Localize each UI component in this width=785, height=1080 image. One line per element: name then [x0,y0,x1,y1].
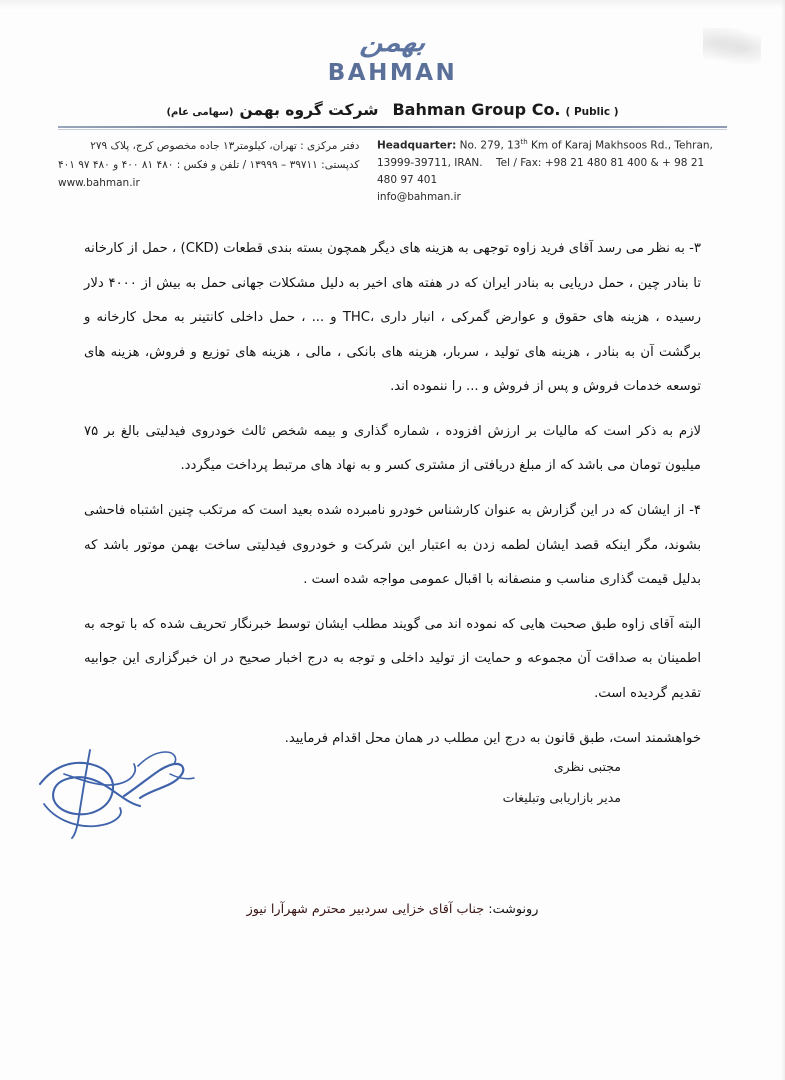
paragraph-item-4: ۴- از ایشان که در این گزارش به عنوان کارشناس خودرو نامبرده شده بعید است که مرتکب چنین اشتباه فاحشی بشوند، مگر اینکه قصد ایشان لطمه زدن به اعتبار این شرکت و خودروی فیدلیتی ساخت بهمن موتور باشد که بدلیل قیمت گذاری مناسب و منصفانه با اقبال عمومی مواجه شده است . [84,503,701,588]
header-divider-thin [58,129,727,130]
postal-country-en: 13999-39711, IRAN. [377,156,483,169]
header-divider [58,126,727,128]
paragraph-clarification: البته آقای زاوه طبق صحبت هایی که نموده اند می گویند مطلب ایشان توسط خبرنگار تحریف شده که با توجه به اطمینان به صداقت آن مجموعه و حمایت از تولید داخلی و توجه به درج اخبار صحیح در ان خبرگزاری این جوابیه تقدیم گردیده است. [84,616,701,701]
hq-address-part2: Km of Karaj Makhsoos Rd., Tehran, [527,139,713,152]
bahman-script-logo-icon: بهمن [358,28,427,57]
contact-row [58,137,727,206]
email-en[interactable]: info@bahman.ir [377,190,461,203]
handwritten-signature-icon [20,744,210,839]
postal-phone-fa: کدپستی: ۳۹۷۱۱ – ۱۳۹۹۹ / تلفن و فکس : ۴۸۰ ۸۱ ۴۰۰ و ۴۸۰ ۹۷ ۴۰۱ [58,158,360,171]
website-url[interactable]: www.bahman.ir [58,177,140,190]
signature-names [361,752,621,813]
hq-label-en: Headquarter: [377,139,457,152]
cc-recipient: جناب آقای خزایی سردبیر محترم شهرآرا نیوز [246,902,485,917]
company-name-fa-group [166,101,378,119]
contact-block-fa [58,137,359,193]
company-name-en-group [392,100,618,119]
signature-block [0,744,785,844]
hq-address-line2-en [377,155,727,189]
paragraph-closing-request: خواهشمند است، طبق قانون به درج این مطلب در همان محل اقدام فرمایید. [284,730,701,746]
scan-edge-top [0,0,785,11]
company-suffix-fa: (سهامی عام) [166,107,234,118]
hq-address-ordinal: th [520,138,528,146]
cc-label: رونوشت: [488,902,539,917]
signer-name: مجتبی نظری [553,759,621,774]
telfax-label-en: Tel / Fax: [495,156,542,169]
signer-title: مدیر بازاریابی وتبلیغات [502,789,621,805]
hq-address-en [377,137,727,155]
company-logo [0,30,785,85]
hq-address-part1: No. 279, 13 [459,139,521,152]
letterhead [0,30,785,206]
paragraph-item-3: ۳- به نظر می رسد آقای فرید زاوه توجهی به هزینه های دیگر همچون بسته بندی قطعات (CKD) ، حمل از کارخانه تا بنادر چین ، حمل دریایی به بنادر ایران که در هفته های اخیر به دلیل مشکلات جهانی حمل به بیش از ۴۰۰۰ دلار رسیده ، هزینه های حقوق و عوارض گمرکی ، انبار داری ،THC و ... ، حمل داخلی کانتینر به محل کارخانه و برگشت آن به بنادر ، هزینه های تولید ، سربار، هزینه های بانکی ، مالی ، هزینه های توزیع و فروش، هزینه های توسعه خدمات فروش و پس از فروش و ... را ننموده اند. [84,241,702,395]
hq-address-fa: دفتر مرکزی : تهران، کیلومتر۱۳ جاده مخصوص کرج، پلاک ۲۷۹ [90,140,360,152]
company-name-row [0,100,785,119]
contact-block-en [377,137,727,206]
carbon-copy-line [84,902,701,917]
bahman-wordmark: BAHMAN [327,60,458,86]
telfax-value-en: +98 21 480 81 400 & + 98 21 480 97 401 [377,156,705,186]
company-name-fa: شرکت گروه بهمن [239,101,379,119]
company-name-en: Bahman Group Co. [392,100,561,119]
letter-body [84,232,701,753]
paragraph-tax-note: لازم به ذکر است که مالیات بر ارزش افزوده ، شماره گذاری و بیمه شخص ثالث خودروی فیدلیتی بالغ بر ۷۵ میلیون تومان می باشد که از مبلغ دریافتی از مشتری کسر و به نهاد های مرتبط پرداخت میگردد. [84,423,701,474]
company-suffix-en: ( Public ) [565,106,619,118]
